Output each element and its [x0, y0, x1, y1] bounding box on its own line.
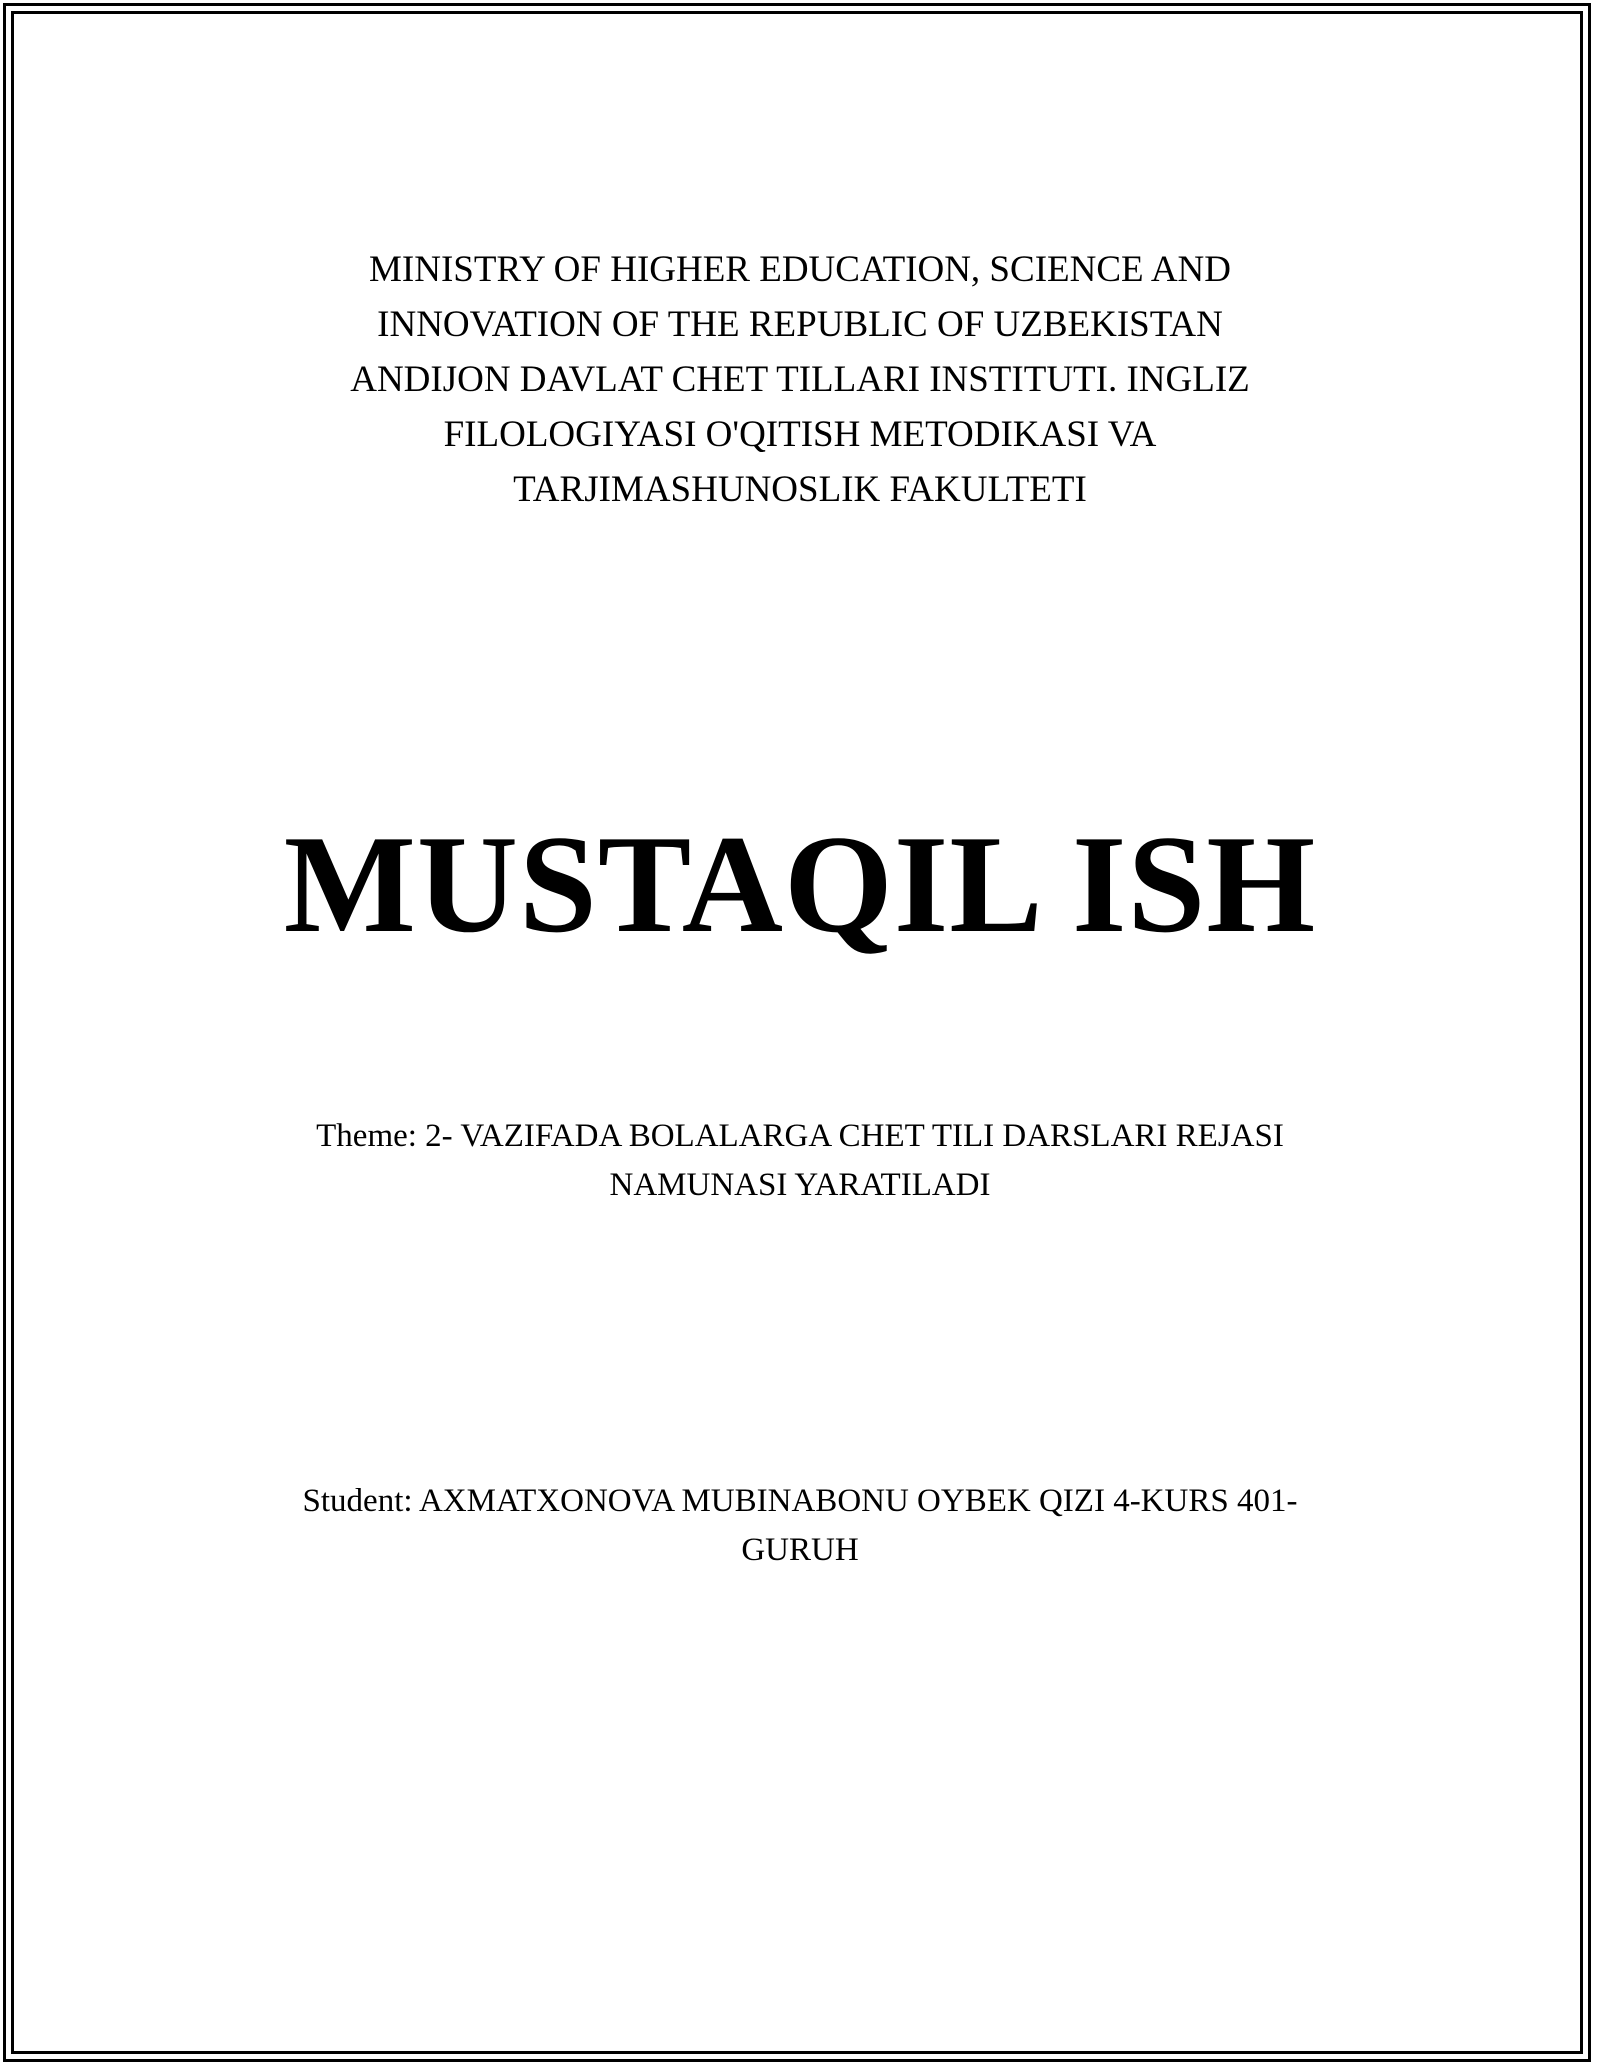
student-block [0, 1477, 1600, 1575]
theme-block [0, 1112, 1600, 1210]
header-line-3: ANDIJON DAVLAT CHET TILLARI INSTITUTI. INGLIZ [350, 359, 1250, 400]
header-line-1: MINISTRY OF HIGHER EDUCATION, SCIENCE AND [369, 249, 1231, 290]
student-line-1: Student: AXMATXONOVA MUBINABONU OYBEK QIZI 4-KURS 401- [302, 1483, 1298, 1519]
header-line-5: TARJIMASHUNOSLIK FAKULTETI [513, 469, 1087, 510]
theme-line-1: Theme: 2- VAZIFADA BOLALARGA CHET TILI DARSLARI REJASI [316, 1118, 1284, 1154]
header-line-4: FILOLOGIYASI O'QITISH METODIKASI VA [443, 414, 1157, 455]
header-line-2: INNOVATION OF THE REPUBLIC OF UZBEKISTAN [377, 304, 1223, 345]
student-line-2: GURUH [741, 1532, 859, 1568]
institution-header [0, 242, 1600, 517]
document-title: MUSTAQIL ISH [283, 807, 1317, 962]
theme-line-2: NAMUNASI YARATILADI [609, 1167, 991, 1203]
